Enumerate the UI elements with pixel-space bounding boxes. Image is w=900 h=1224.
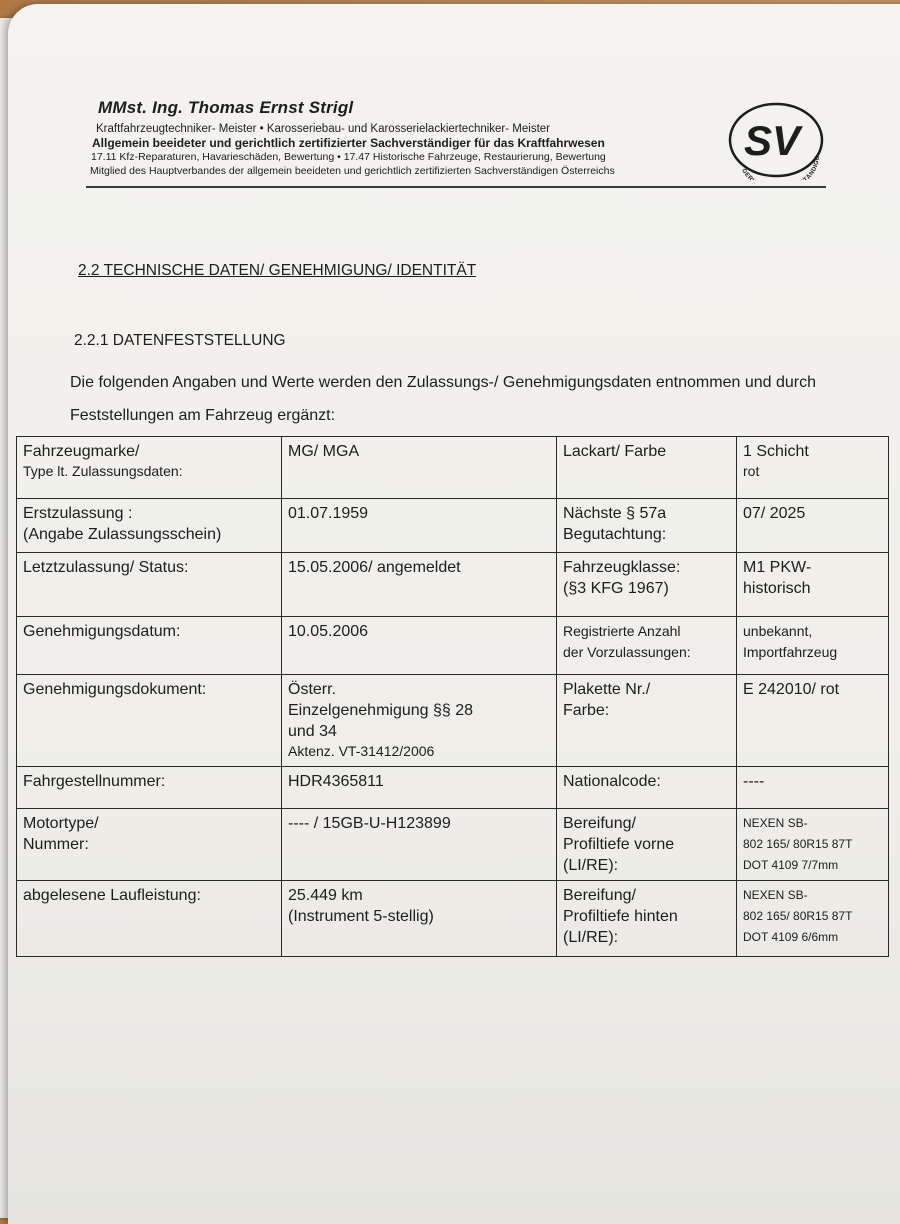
label-cell: Motortype/ Nummer:	[17, 809, 282, 881]
value-cell: 1 Schicht rot	[737, 437, 889, 499]
table-row	[17, 767, 889, 809]
value-cell: 25.449 km (Instrument 5-stellig)	[282, 881, 557, 957]
label-cell: Erstzulassung : (Angabe Zulassungsschein)	[17, 499, 282, 553]
value-cell: NEXEN SB- 802 165/ 80R15 87T DOT 4109 6/6mm	[737, 881, 889, 957]
logo-arc-text: GER TÄNDIGE	[740, 155, 821, 180]
label-cell: Genehmigungsdokument:	[17, 675, 282, 767]
label-cell: Registrierte Anzahl der Vorzulassungen:	[557, 617, 737, 675]
header-divider	[86, 186, 826, 188]
label-cell: Genehmigungsdatum:	[17, 617, 282, 675]
sv-logo-icon	[720, 100, 824, 180]
letterhead-certification: Allgemein beeideter und gerichtlich zertifizierter Sachverständiger für das Kraftfahrwesen	[92, 136, 605, 150]
value-cell: ---- / 15GB-U-H123899	[282, 809, 557, 881]
subsection-title: 2.2.1 DATENFESTSTELLUNG	[74, 332, 286, 349]
table-row	[17, 499, 889, 553]
label-cell: Plakette Nr./ Farbe:	[557, 675, 737, 767]
value-cell: MG/ MGA	[282, 437, 557, 499]
label-cell: Bereifung/ Profiltiefe vorne (LI/RE):	[557, 809, 737, 881]
document-page	[8, 4, 900, 1224]
label-cell: Lackart/ Farbe	[557, 437, 737, 499]
table-row	[17, 437, 889, 499]
letterhead-qualifications: Kraftfahrzeugtechniker- Meister • Karosseriebau- und Karosserielackiertechniker- Meister	[96, 123, 550, 135]
table-row	[17, 881, 889, 957]
label-cell: Nationalcode:	[557, 767, 737, 809]
value-cell: 07/ 2025	[737, 499, 889, 553]
value-cell: NEXEN SB- 802 165/ 80R15 87T DOT 4109 7/7mm	[737, 809, 889, 881]
value-cell: E 242010/ rot	[737, 675, 889, 767]
value-cell: unbekannt, Importfahrzeug	[737, 617, 889, 675]
value-cell: 10.05.2006	[282, 617, 557, 675]
label-cell: Letztzulassung/ Status:	[17, 553, 282, 617]
label-cell: Fahrzeugklasse: (§3 KFG 1967)	[557, 553, 737, 617]
intro-paragraph: Die folgenden Angaben und Werte werden den Zulassungs-/ Genehmigungsdaten entnommen und durch Feststellungen am Fahrzeug ergänzt:	[70, 374, 816, 424]
table-row	[17, 553, 889, 617]
value-cell: HDR4365811	[282, 767, 557, 809]
value-cell: Österr. Einzelgenehmigung §§ 28 und 34 Aktenz. VT-31412/2006	[282, 675, 557, 767]
value-cell: 15.05.2006/ angemeldet	[282, 553, 557, 617]
letterhead-membership: Mitglied des Hauptverbandes der allgemein beeideten und gerichtlich zertifizierten Sachverständigen Österreichs	[90, 165, 615, 177]
label-cell: Bereifung/ Profiltiefe hinten (LI/RE):	[557, 881, 737, 957]
table-row	[17, 809, 889, 881]
value-cell: 01.07.1959	[282, 499, 557, 553]
section-title: 2.2 TECHNISCHE DATEN/ GENEHMIGUNG/ IDENTITÄT	[78, 262, 477, 279]
label-cell: Fahrzeugmarke/ Type lt. Zulassungsdaten:	[17, 437, 282, 499]
logo-monogram: SV	[743, 117, 801, 164]
expert-name: MMst. Ing. Thomas Ernst Strigl	[98, 98, 354, 117]
value-cell: ----	[737, 767, 889, 809]
value-cell: M1 PKW- historisch	[737, 553, 889, 617]
label-cell: Nächste § 57a Begutachtung:	[557, 499, 737, 553]
label-cell: abgelesene Laufleistung:	[17, 881, 282, 957]
letterhead-specialties: 17.11 Kfz-Reparaturen, Havarieschäden, Bewertung • 17.47 Historische Fahrzeuge, Restaurierung, Bewertung	[91, 151, 606, 163]
label-cell: Fahrgestellnummer:	[17, 767, 282, 809]
letterhead	[88, 98, 828, 178]
table-row	[17, 675, 889, 767]
vehicle-data-table	[16, 436, 889, 957]
table-row	[17, 617, 889, 675]
